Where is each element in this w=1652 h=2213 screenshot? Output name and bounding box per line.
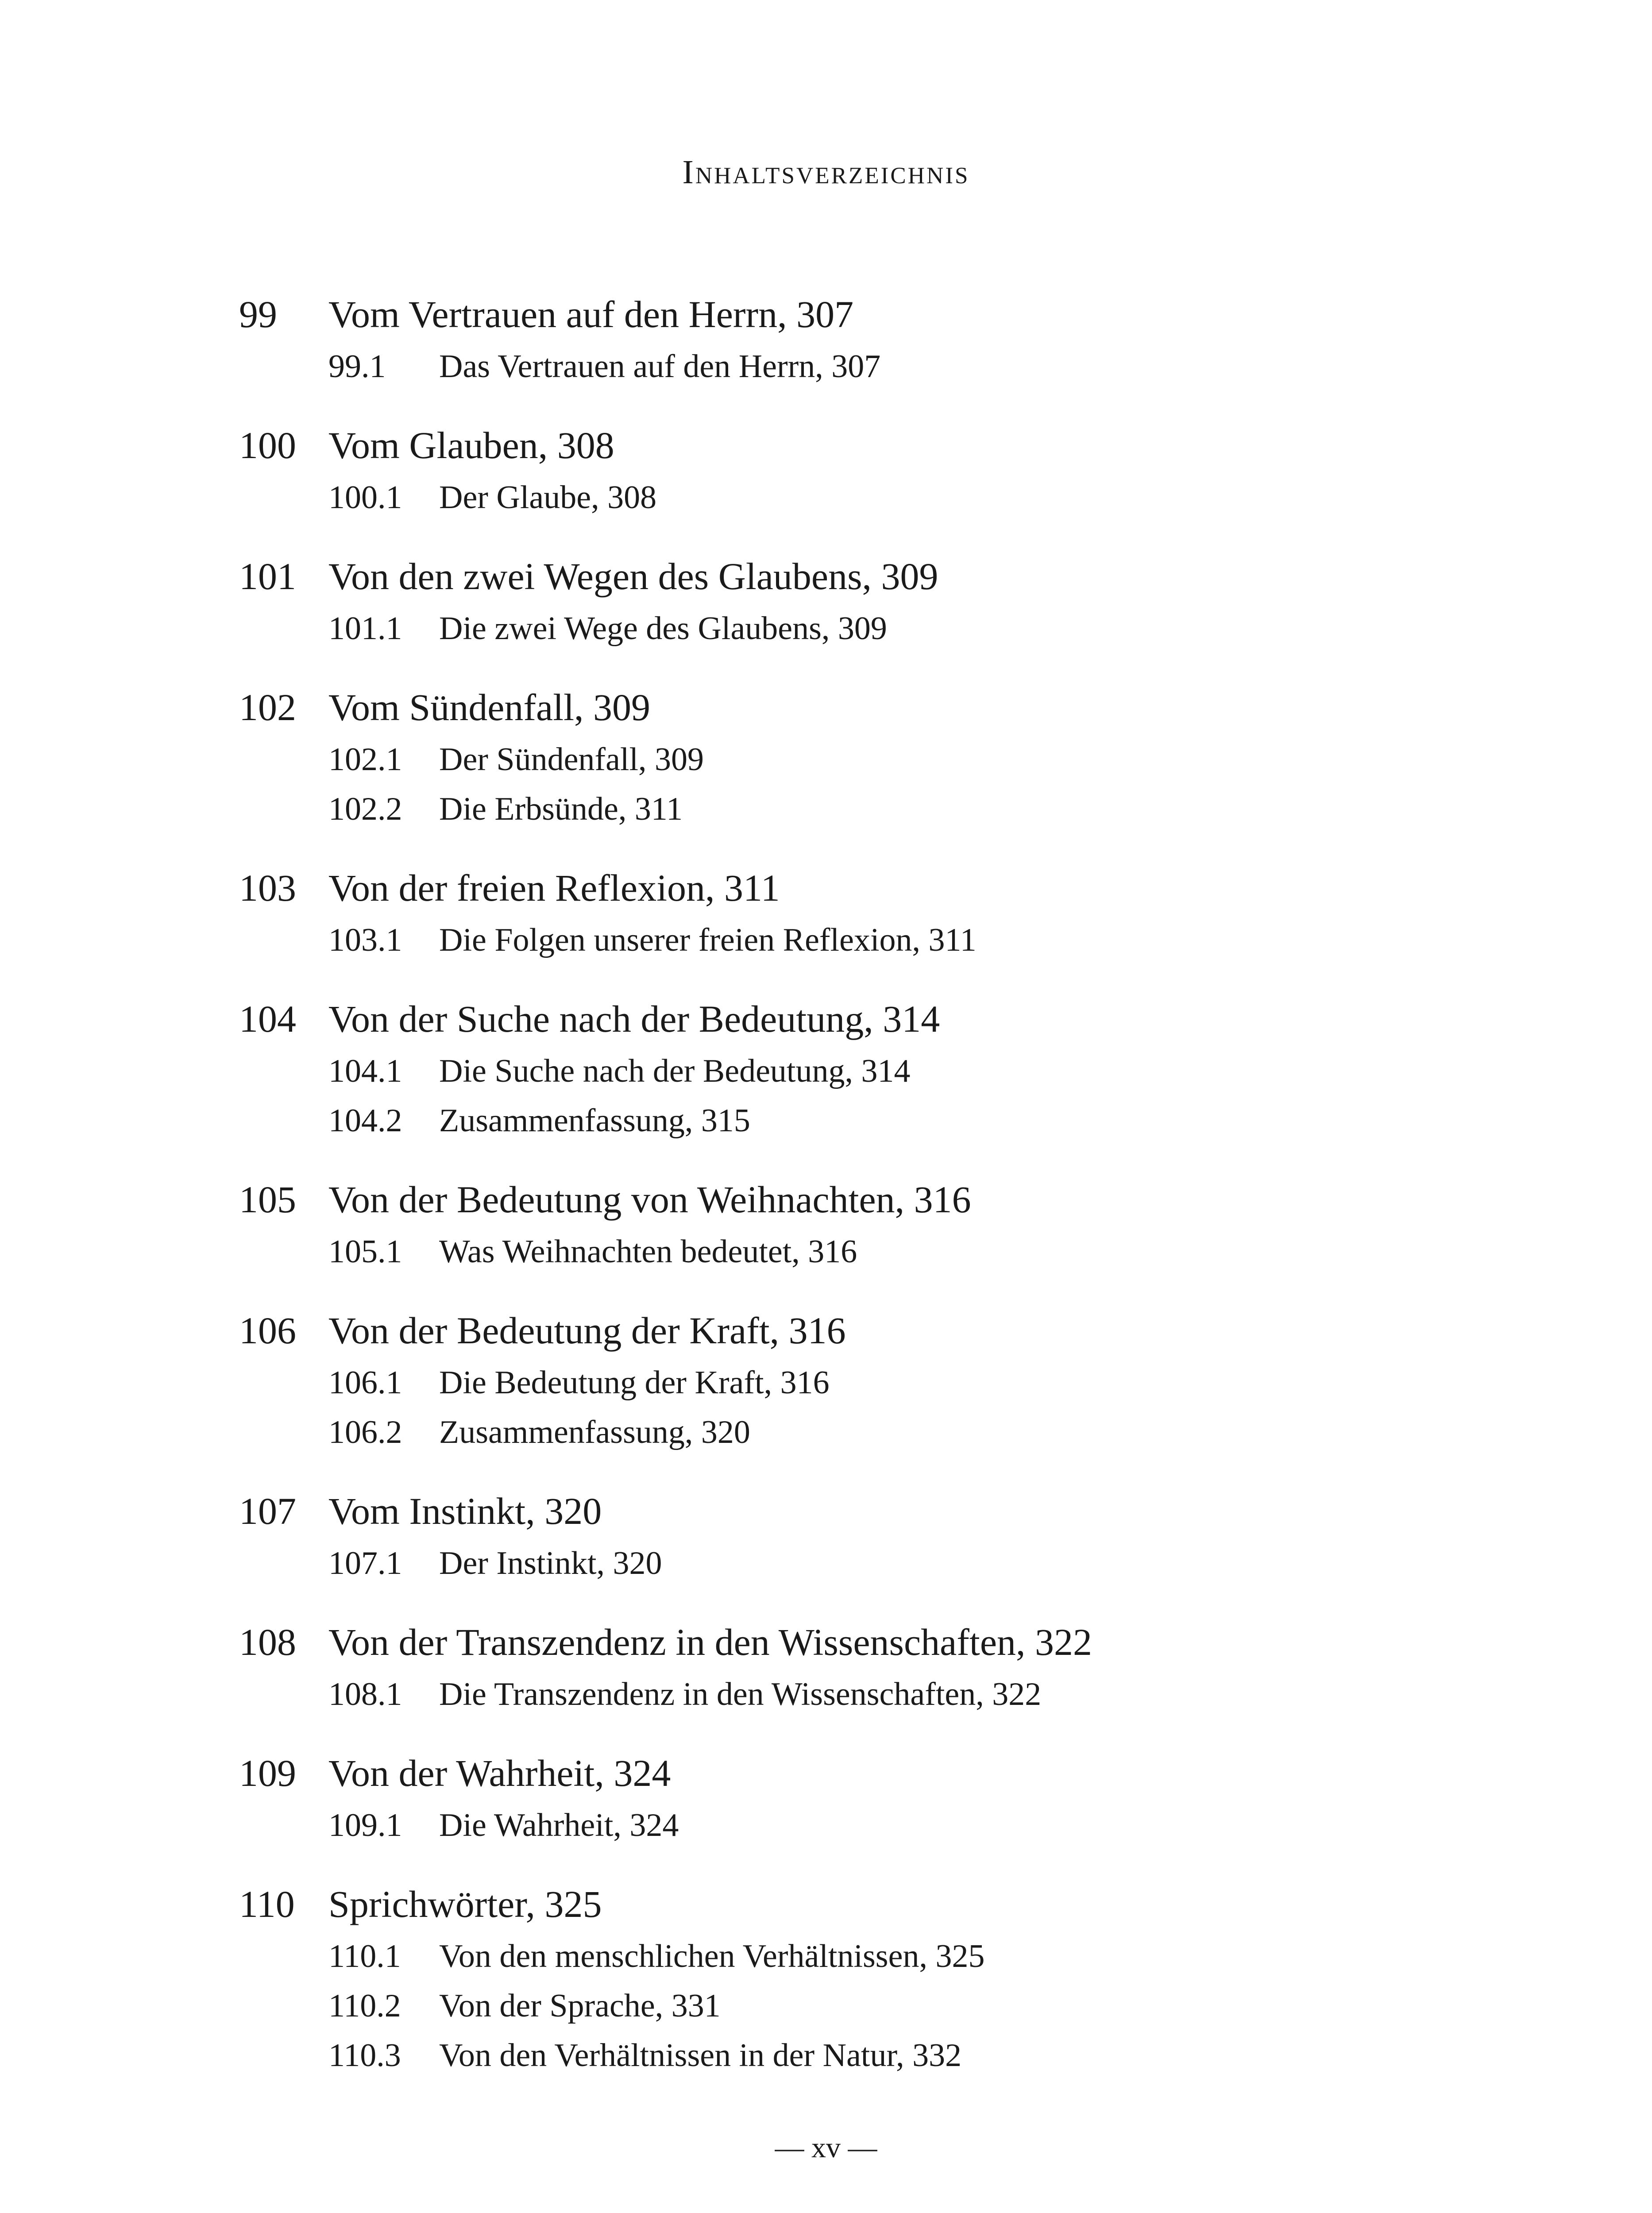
toc-section-entry (239, 1676, 1567, 1725)
toc-chapter (239, 1751, 1567, 1856)
section-title: Der Instinkt, 320 (439, 1545, 662, 1581)
section-number: 100.1 (328, 479, 402, 516)
toc-chapter (239, 1489, 1567, 1594)
toc-section-entry (239, 1364, 1567, 1414)
toc-section-entry (239, 1102, 1567, 1152)
chapter-number: 102 (239, 686, 296, 729)
section-number: 102.1 (328, 741, 402, 778)
toc-chapter-entry (239, 1177, 1567, 1233)
toc-chapter-entry (239, 866, 1567, 921)
section-number: 104.1 (328, 1053, 402, 1089)
chapter-title: Von der Bedeutung der Kraft, 316 (328, 1309, 846, 1352)
section-title: Der Sündenfall, 309 (439, 741, 704, 778)
section-title: Von den menschlichen Verhältnissen, 325 (439, 1938, 985, 1974)
toc-chapter-entry (239, 997, 1567, 1053)
section-title: Die Suche nach der Bedeutung, 314 (439, 1053, 911, 1089)
section-title: Die Transzendenz in den Wissenschaften, 322 (439, 1676, 1042, 1712)
section-title: Die Bedeutung der Kraft, 316 (439, 1365, 830, 1401)
section-number: 102.2 (328, 791, 402, 827)
section-title: Zusammenfassung, 315 (439, 1103, 750, 1139)
toc-chapter-entry (239, 1620, 1567, 1676)
section-number: 107.1 (328, 1545, 402, 1581)
section-title: Die zwei Wege des Glaubens, 309 (439, 610, 887, 647)
chapter-number: 105 (239, 1178, 296, 1221)
toc-section-entry (239, 1414, 1567, 1463)
chapter-number: 107 (239, 1490, 296, 1532)
section-number: 106.1 (328, 1365, 402, 1401)
toc-chapter (239, 866, 1567, 971)
chapter-number: 109 (239, 1752, 296, 1794)
section-title: Was Weihnachten bedeutet, 316 (439, 1234, 857, 1270)
toc-chapter-entry (239, 1308, 1567, 1364)
chapter-title: Von der Transzendenz in den Wissenschaften, 322 (328, 1621, 1092, 1663)
toc-chapter-entry (239, 423, 1567, 479)
toc-chapter (239, 292, 1567, 397)
section-number: 109.1 (328, 1807, 402, 1843)
toc-section-entry (239, 479, 1567, 528)
chapter-number: 100 (239, 424, 296, 467)
toc-chapter-entry (239, 1751, 1567, 1807)
toc-chapter-entry (239, 685, 1567, 741)
section-number: 103.1 (328, 922, 402, 958)
toc-section-entry (239, 1938, 1567, 1987)
toc-chapter-entry (239, 1882, 1567, 1938)
toc-chapter (239, 997, 1567, 1152)
chapter-number: 106 (239, 1309, 296, 1352)
toc-section-entry (239, 1233, 1567, 1283)
toc-section-entry (239, 348, 1567, 397)
toc-chapter-entry (239, 292, 1567, 348)
chapter-title: Sprichwörter, 325 (328, 1883, 602, 1925)
section-title: Die Erbsünde, 311 (439, 791, 683, 827)
chapter-title: Von den zwei Wegen des Glaubens, 309 (328, 555, 938, 598)
section-title: Von der Sprache, 331 (439, 1988, 721, 2024)
section-title: Das Vertrauen auf den Herrn, 307 (439, 348, 881, 385)
section-title: Zusammenfassung, 320 (439, 1414, 750, 1450)
toc-section-entry (239, 1807, 1567, 1856)
chapter-title: Von der freien Reflexion, 311 (328, 867, 780, 909)
chapter-number: 101 (239, 555, 296, 598)
chapter-number: 110 (239, 1883, 295, 1925)
toc-chapter (239, 1620, 1567, 1725)
toc-section-entry (239, 610, 1567, 659)
section-title: Die Folgen unserer freien Reflexion, 311 (439, 922, 977, 958)
toc-chapter-entry (239, 1489, 1567, 1545)
toc-chapter (239, 685, 1567, 840)
toc-chapter (239, 1177, 1567, 1283)
chapter-title: Vom Vertrauen auf den Herrn, 307 (328, 293, 854, 335)
toc-section-entry (239, 1053, 1567, 1102)
section-title: Von den Verhältnissen in der Natur, 332 (439, 2037, 962, 2074)
section-number: 108.1 (328, 1676, 402, 1712)
toc-chapter-entry (239, 554, 1567, 610)
section-number: 101.1 (328, 610, 402, 647)
chapter-number: 108 (239, 1621, 296, 1663)
chapter-number: 99 (239, 293, 277, 335)
toc-chapter (239, 1308, 1567, 1463)
section-number: 110.2 (328, 1988, 401, 2024)
section-number: 99.1 (328, 348, 386, 385)
section-number: 110.3 (328, 2037, 401, 2074)
section-title: Der Glaube, 308 (439, 479, 657, 516)
toc-chapter (239, 1882, 1567, 2086)
page-header: Inhaltsverzeichnis (682, 154, 970, 191)
chapter-title: Vom Sündenfall, 309 (328, 686, 651, 729)
toc-section-entry (239, 2037, 1567, 2086)
section-number: 105.1 (328, 1234, 402, 1270)
toc-section-entry (239, 741, 1567, 790)
toc-chapter (239, 423, 1567, 528)
toc-section-entry (239, 1987, 1567, 2037)
toc-section-entry (239, 921, 1567, 971)
page-number: — xv — (775, 2132, 877, 2164)
toc-section-entry (239, 1545, 1567, 1594)
chapter-title: Von der Bedeutung von Weihnachten, 316 (328, 1178, 971, 1221)
section-number: 104.2 (328, 1103, 402, 1139)
chapter-title: Vom Glauben, 308 (328, 424, 614, 467)
table-of-contents (239, 292, 1567, 2112)
chapter-number: 103 (239, 867, 296, 909)
section-number: 110.1 (328, 1938, 401, 1974)
toc-section-entry (239, 790, 1567, 840)
section-number: 106.2 (328, 1414, 402, 1450)
toc-chapter (239, 554, 1567, 659)
section-title: Die Wahrheit, 324 (439, 1807, 679, 1843)
chapter-title: Vom Instinkt, 320 (328, 1490, 602, 1532)
chapter-title: Von der Wahrheit, 324 (328, 1752, 671, 1794)
chapter-title: Von der Suche nach der Bedeutung, 314 (328, 998, 940, 1040)
chapter-number: 104 (239, 998, 296, 1040)
